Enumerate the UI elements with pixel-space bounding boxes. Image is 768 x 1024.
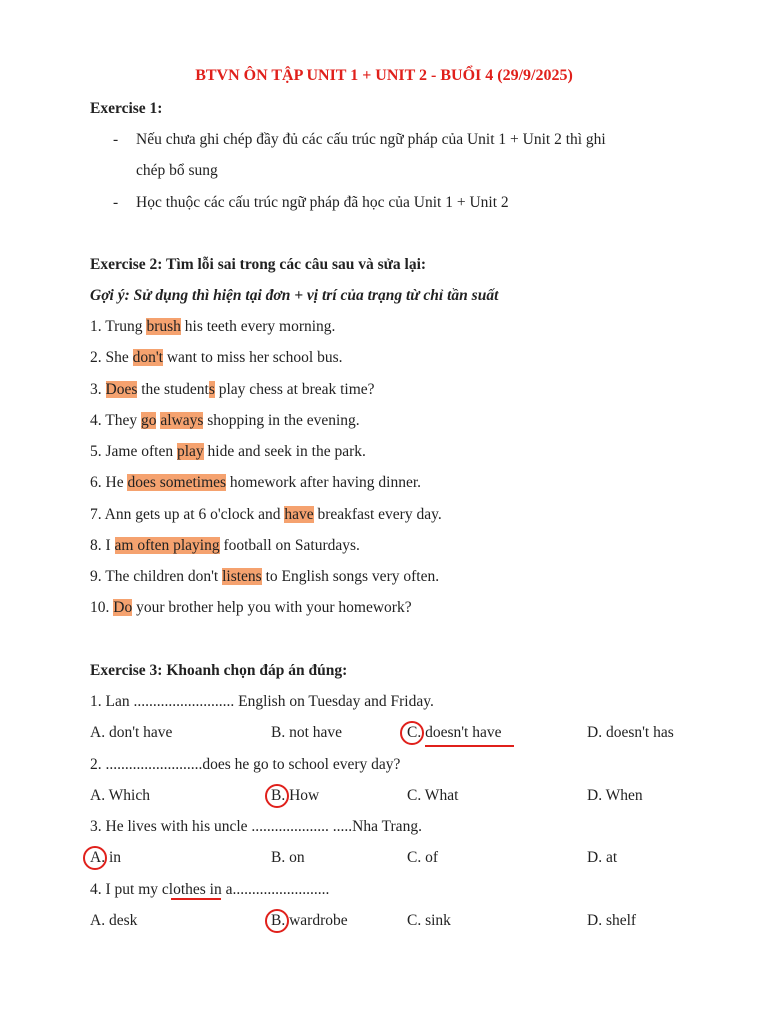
answer-underline-mark	[425, 745, 514, 747]
question-1: 1. Lan .......................... English on Tuesday and Friday.	[90, 693, 434, 710]
sentence-text: 9. The children don't	[90, 568, 223, 585]
bullet-dash: -	[113, 194, 119, 211]
sentence-3	[90, 380, 375, 400]
sentence-text: the student	[137, 381, 209, 398]
sentence-2	[90, 348, 343, 368]
error-highlight: play	[176, 443, 204, 460]
sentence-text: 8. I	[90, 537, 115, 554]
question-2: 2. .........................does he go to school every day?	[90, 756, 401, 773]
sentence-text: hide and seek in the park.	[203, 443, 366, 460]
sentence-text: homework after having dinner.	[226, 474, 422, 491]
sentence-text: your brother help you with your homework?	[132, 599, 412, 616]
error-highlight: brush	[146, 318, 181, 335]
sentence-text: shopping in the evening.	[203, 412, 360, 429]
option-b: B. wardrobe	[271, 912, 348, 929]
exercise-1-bullet-1-line-1: Nếu chưa ghi chép đầy đủ các cấu trúc ngữ pháp của Unit 1 + Unit 2 thì ghi	[136, 131, 606, 148]
sentence-8	[90, 536, 360, 556]
sentence-text: play chess at break time?	[214, 381, 375, 398]
error-highlight: don't	[132, 349, 163, 366]
error-highlight: Does	[105, 381, 138, 398]
sentence-text: 6. He	[90, 474, 128, 491]
sentence-text: 2. She	[90, 349, 133, 366]
option-b: B. How	[271, 787, 320, 804]
sentence-text: breakfast every day.	[313, 506, 442, 523]
exercise-1-bullet-2: Học thuộc các cấu trúc ngữ pháp đã học của Unit 1 + Unit 2	[136, 194, 509, 211]
option-d: D. doesn't has	[587, 724, 674, 741]
option-b: B. not have	[271, 724, 343, 741]
error-highlight: listens	[222, 568, 262, 585]
sentence-text: football on Saturdays.	[219, 537, 360, 554]
sentence-text: 4. They	[90, 412, 141, 429]
exercise-1-heading: Exercise 1:	[90, 100, 163, 117]
sentence-text: 7. Ann gets up at 6 o'clock and	[90, 506, 285, 523]
document-title: BTVN ÔN TẬP UNIT 1 + UNIT 2 - BUỔI 4 (29/9/2025)	[195, 67, 573, 84]
sentence-1	[90, 317, 335, 337]
sentence-text: to English songs very often.	[261, 568, 440, 585]
sentence-9	[90, 567, 439, 587]
option-d: D. When	[587, 787, 643, 804]
error-highlight: s	[208, 381, 215, 398]
sentence-10	[90, 598, 412, 618]
question-3: 3. He lives with his uncle .................... .....Nha Trang.	[90, 818, 422, 835]
option-b: B. on	[271, 849, 305, 866]
sentence-text: 1. Trung	[90, 318, 147, 335]
sentence-5	[90, 442, 366, 462]
sentence-text: 3.	[90, 381, 106, 398]
sentence-6	[90, 473, 421, 493]
sentence-7	[90, 505, 442, 525]
error-highlight: am often playing	[114, 537, 220, 554]
option-c: C. of	[407, 849, 438, 866]
sentence-text: 10.	[90, 599, 114, 616]
exercise-3-heading: Exercise 3: Khoanh chọn đáp án đúng:	[90, 662, 348, 679]
keyword-underline-mark	[171, 898, 221, 900]
error-highlight: always	[160, 412, 204, 429]
option-c: C. What	[407, 787, 459, 804]
option-a: A. in	[90, 849, 121, 866]
error-highlight: go	[140, 412, 157, 429]
question-4: 4. I put my clothes in a.........................	[90, 881, 330, 898]
option-a: A. desk	[90, 912, 138, 929]
option-c: C. doesn't have	[407, 724, 502, 741]
error-highlight: Do	[113, 599, 133, 616]
error-highlight: does sometimes	[127, 474, 227, 491]
exercise-1-bullet-1-line-2: chép bổ sung	[136, 162, 218, 179]
option-a: A. don't have	[90, 724, 173, 741]
error-highlight: have	[284, 506, 314, 523]
sentence-text: want to miss her school bus.	[162, 349, 343, 366]
sentence-text: his teeth every morning.	[180, 318, 336, 335]
option-c: C. sink	[407, 912, 451, 929]
exercise-2-heading: Exercise 2: Tìm lỗi sai trong các câu sau và sửa lại:	[90, 256, 427, 273]
exercise-2-hint: Gợi ý: Sử dụng thì hiện tại đơn + vị trí của trạng từ chỉ tần suất	[90, 287, 499, 304]
option-d: D. shelf	[587, 912, 637, 929]
sentence-text: 5. Jame often	[90, 443, 177, 460]
option-d: D. at	[587, 849, 618, 866]
bullet-dash: -	[113, 131, 119, 148]
option-a: A. Which	[90, 787, 150, 804]
sentence-4	[90, 411, 360, 431]
